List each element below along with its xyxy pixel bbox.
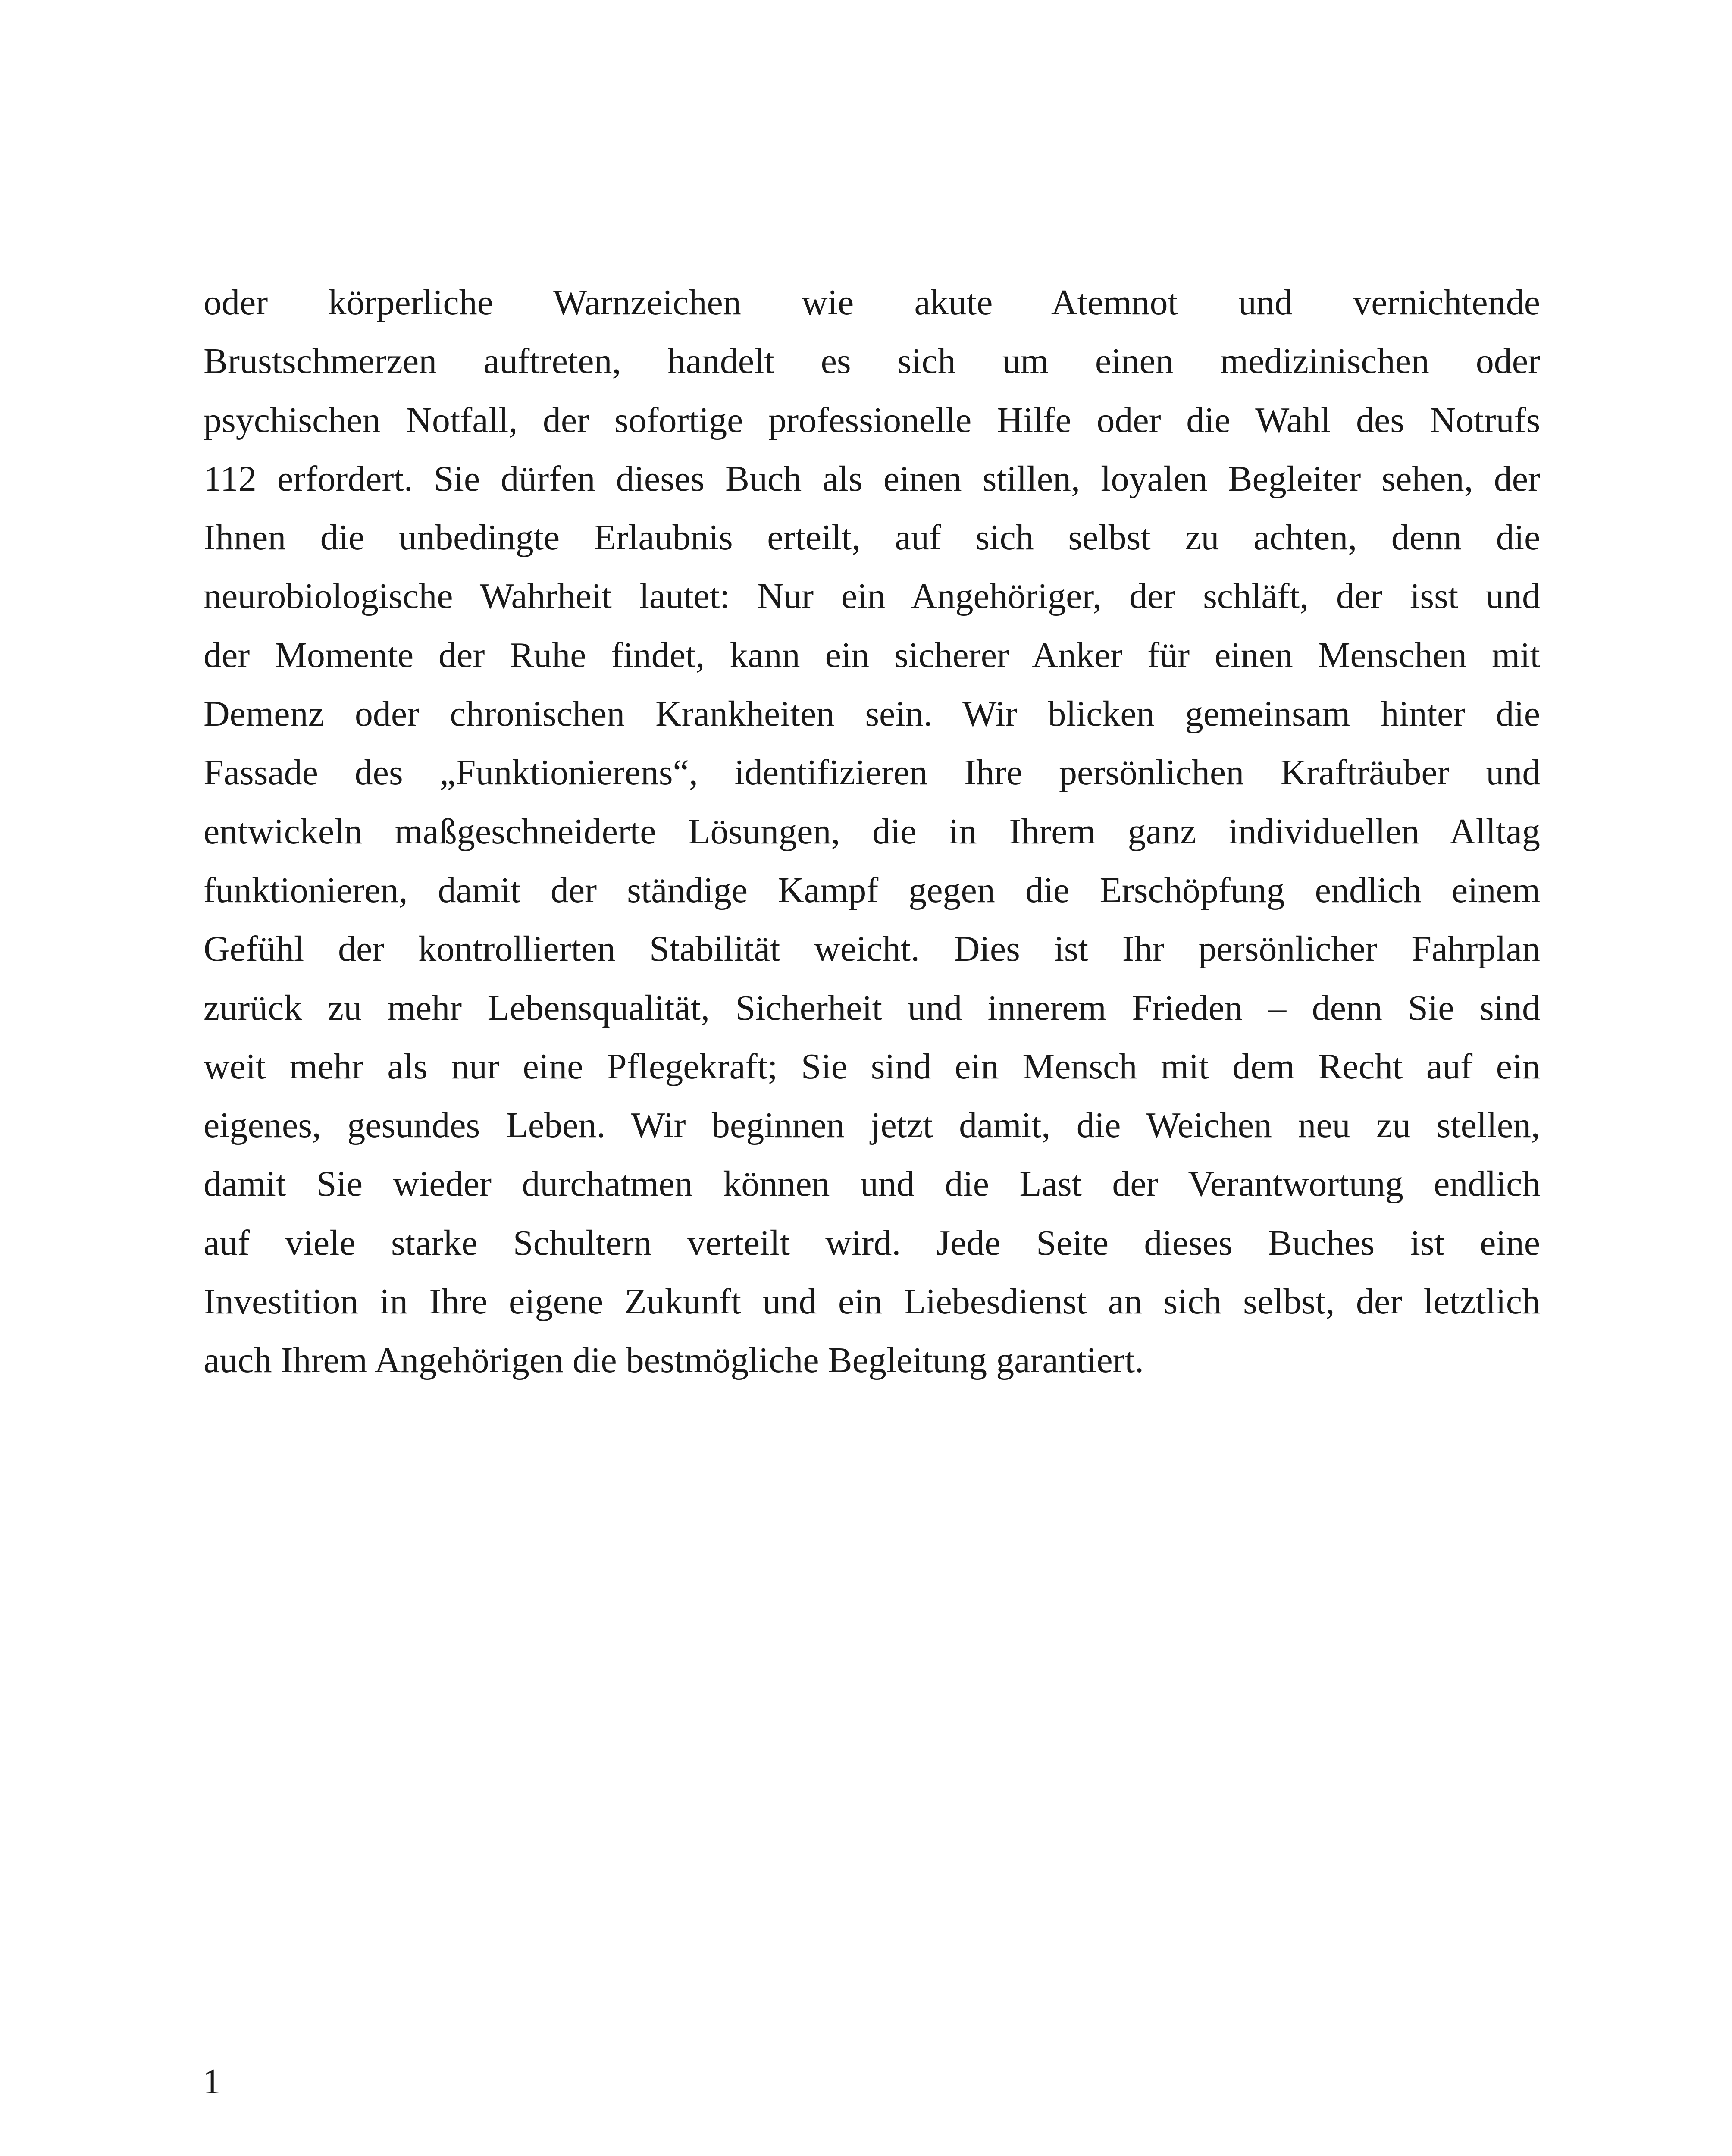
text-line: entwickeln maßgeschneiderte Lösungen, die in Ihrem ganz individuellen Alltag	[204, 811, 1540, 852]
text-line: neurobiologische Wahrheit lautet: Nur ein Angehöriger, der schläft, der isst und	[204, 576, 1540, 617]
text-line: Investition in Ihre eigene Zukunft und ein Liebesdienst an sich selbst, der letztlich	[204, 1282, 1540, 1322]
text-line: der Momente der Ruhe findet, kann ein sicherer Anker für einen Menschen mit	[204, 635, 1540, 675]
text-line: oder körperliche Warnzeichen wie akute Atemnot und vernichtende	[204, 282, 1540, 323]
text-line: weit mehr als nur eine Pflegekraft; Sie sind ein Mensch mit dem Recht auf ein	[204, 1046, 1541, 1087]
text-line: Fassade des „Funktionierens“, identifizieren Ihre persönlichen Krafträuber und	[204, 752, 1541, 793]
text-line: eigenes, gesundes Leben. Wir beginnen jetzt damit, die Weichen neu zu stellen,	[204, 1105, 1540, 1146]
page-number: 1	[203, 2062, 221, 2102]
text-line: psychischen Notfall, der sofortige professionelle Hilfe oder die Wahl des Notrufs	[204, 400, 1541, 440]
text-line: Ihnen die unbedingte Erlaubnis erteilt, auf sich selbst zu achten, denn die	[204, 517, 1541, 558]
text-line: Demenz oder chronischen Krankheiten sein. Wir blicken gemeinsam hinter die	[204, 694, 1540, 734]
text-line: Gefühl der kontrollierten Stabilität weicht. Dies ist Ihr persönlicher Fahrplan	[204, 929, 1540, 969]
text-line: damit Sie wieder durchatmen können und die Last der Verantwortung endlich	[204, 1164, 1541, 1204]
text-line: zurück zu mehr Lebensqualität, Sicherheit und innerem Frieden – denn Sie sind	[204, 987, 1540, 1028]
text-line: 112 erfordert. Sie dürfen dieses Buch als einen stillen, loyalen Begleiter sehen, der	[204, 458, 1540, 499]
text-line: funktionieren, damit der ständige Kampf gegen die Erschöpfung endlich einem	[204, 870, 1541, 910]
text-line: Brustschmerzen auftreten, handelt es sich um einen medizinischen oder	[204, 341, 1540, 382]
text-line: auf viele starke Schultern verteilt wird. Jede Seite dieses Buches ist eine	[204, 1222, 1540, 1263]
text-line: auch Ihrem Angehörigen die bestmögliche Begleitung garantiert.	[204, 1340, 1144, 1381]
body-paragraph	[204, 273, 1540, 1390]
